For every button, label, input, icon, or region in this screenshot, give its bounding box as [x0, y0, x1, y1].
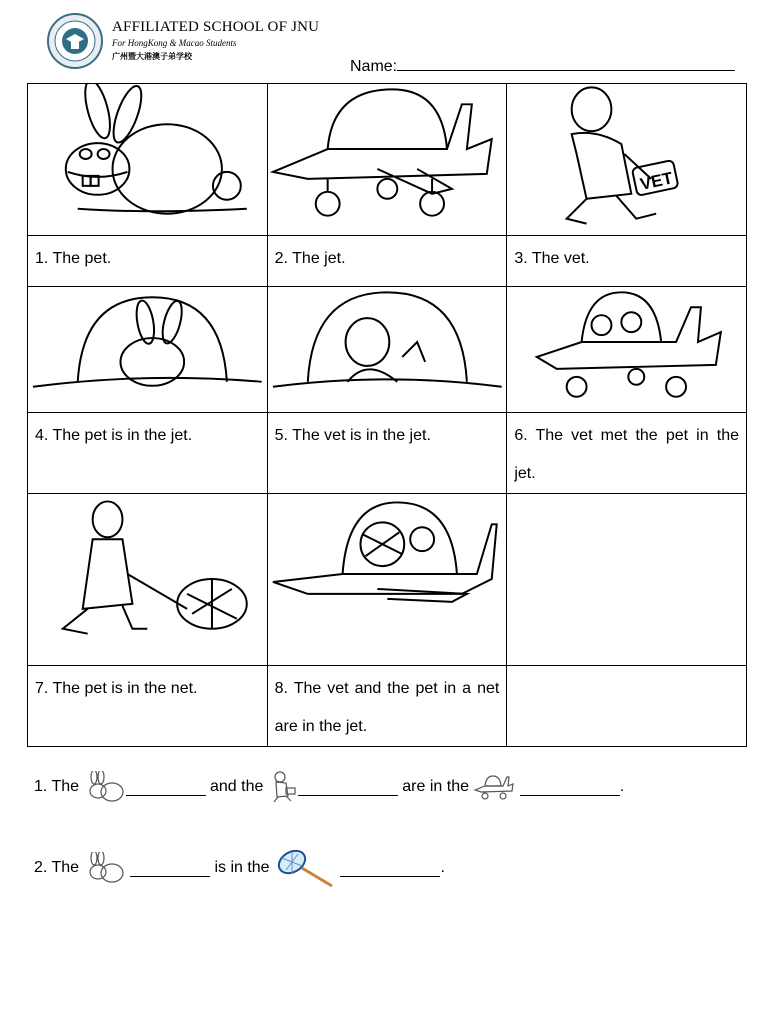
school-subtitle: For HongKong & Macao Students [112, 38, 237, 48]
picture-cell-3 [507, 84, 747, 236]
butterfly-net-icon [274, 848, 336, 888]
caption-4: 4. The pet is in the jet. [28, 413, 268, 494]
blank-3[interactable] [520, 779, 620, 796]
picture-cell-4 [28, 287, 268, 413]
caption-3: 3. The vet. [507, 236, 747, 287]
rabbit-in-cockpit-icon [28, 287, 267, 412]
sentence-2-end: . [440, 859, 445, 876]
vet-in-cockpit-icon [268, 287, 507, 412]
picture-cell-9 [507, 494, 747, 666]
school-logo-icon [44, 12, 106, 70]
sentence-2-is: is in the [214, 859, 270, 876]
vet-with-net-icon [28, 494, 267, 665]
caption-5: 5. The vet is in the jet. [267, 413, 507, 494]
caption-9 [507, 666, 747, 747]
picture-cell-5 [267, 287, 507, 413]
picture-cell-6 [507, 287, 747, 413]
sentence-1-and: and the [209, 778, 264, 795]
blank-2[interactable] [298, 779, 398, 796]
small-vet-icon [268, 770, 298, 804]
name-field [350, 56, 735, 76]
rabbit-icon [28, 84, 267, 235]
exercise-sentence-2 [34, 848, 445, 888]
jet-icon [268, 84, 507, 235]
sentence-1-start: 1. The [34, 778, 80, 795]
vet-bag-label: VET [638, 168, 675, 194]
picture-cell-2 [267, 84, 507, 236]
picture-grid [27, 83, 747, 747]
exercise-sentence-1 [34, 770, 624, 804]
blank-5[interactable] [340, 860, 440, 877]
sentence-1-end: . [619, 778, 625, 795]
picture-cell-8 [267, 494, 507, 666]
caption-1: 1. The pet. [28, 236, 268, 287]
blank-1[interactable] [126, 779, 206, 796]
name-line[interactable] [397, 56, 735, 71]
blank-4[interactable] [130, 860, 210, 877]
jet-with-netted-pet-icon [268, 494, 507, 665]
caption-8: 8. The vet and the pet in a net are in the jet. [267, 666, 507, 747]
caption-2: 2. The jet. [267, 236, 507, 287]
small-jet-icon [473, 772, 515, 802]
caption-7: 7. The pet is in the net. [28, 666, 268, 747]
caption-6: 6. The vet met the pet in the jet. [507, 413, 747, 494]
jet-with-vet-and-pet-icon [507, 287, 746, 412]
school-name: AFFILIATED SCHOOL OF JNU [112, 19, 320, 35]
picture-cell-1 [28, 84, 268, 236]
picture-cell-7 [28, 494, 268, 666]
small-rabbit-icon [84, 852, 126, 884]
vet-man-icon [507, 84, 746, 235]
sentence-2-start: 2. The [34, 859, 80, 876]
name-label: Name: [350, 58, 398, 75]
school-chinese-name: 广州暨大港澳子弟学校 [112, 52, 192, 61]
small-rabbit-icon [84, 771, 126, 803]
sentence-1-are: are in the [402, 778, 469, 795]
